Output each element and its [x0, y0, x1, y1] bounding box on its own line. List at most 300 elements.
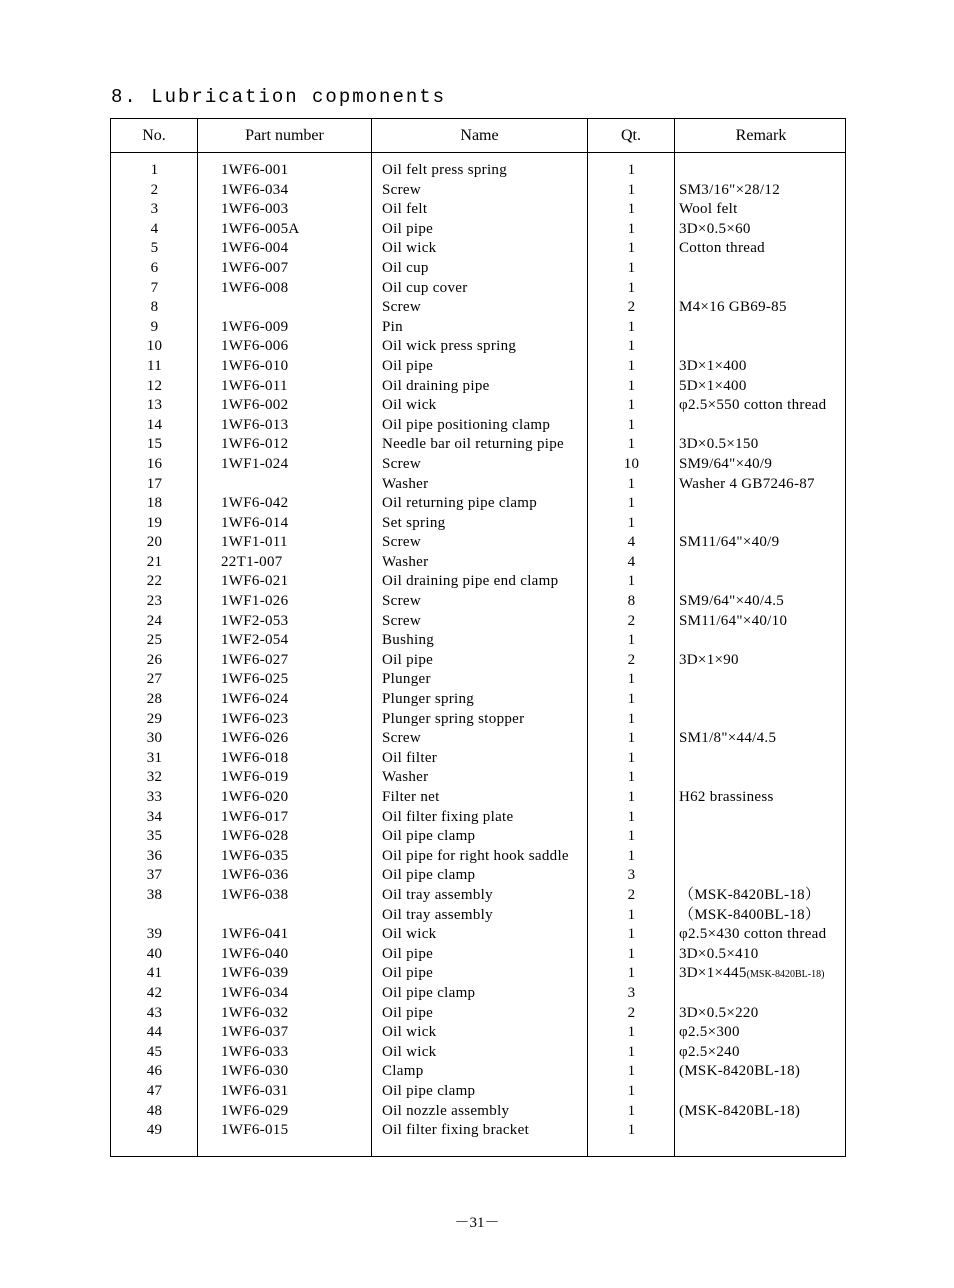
part-name: Oil filter fixing bracket: [382, 1122, 530, 1139]
remark: [679, 749, 849, 769]
table-row: [111, 337, 847, 357]
part-number: 1WF6-015: [221, 1122, 289, 1139]
quantity: 3: [627, 984, 636, 1001]
row-number: 37: [146, 867, 163, 884]
table-row: [111, 416, 847, 436]
part-number: 1WF6-034: [221, 181, 289, 198]
row-number: 38: [146, 886, 163, 903]
quantity: 1: [627, 181, 636, 198]
table-row: [111, 749, 847, 769]
row-number: 27: [146, 671, 163, 688]
remark: SM11/64"×40/9: [679, 534, 780, 551]
table-row: [111, 788, 847, 808]
row-number: 20: [146, 534, 163, 551]
remark: [679, 827, 849, 847]
quantity: 1: [627, 789, 636, 805]
row-number: 19: [146, 514, 163, 531]
part-name: Oil cup: [382, 259, 429, 276]
part-number: 1WF6-034: [221, 984, 289, 1001]
part-number: 22T1-007: [221, 553, 283, 570]
row-number: 6: [150, 259, 159, 276]
quantity: 4: [627, 534, 636, 551]
part-name: Screw: [382, 593, 421, 610]
row-number: 10: [146, 338, 163, 355]
remark: M4×16 GB69-85: [679, 299, 787, 316]
remark-main: 3D×1×445: [679, 965, 747, 982]
part-number: 1WF6-038: [221, 886, 289, 903]
part-name: Oil pipe: [382, 357, 434, 374]
row-number: 9: [150, 318, 159, 335]
quantity: 10: [623, 455, 640, 472]
quantity: 1: [627, 259, 636, 276]
part-number: 1WF6-010: [221, 357, 289, 374]
part-name: Oil pipe: [382, 220, 434, 237]
part-name: Oil wick: [382, 240, 437, 257]
remark: [679, 631, 849, 651]
header-remark: Remark: [735, 127, 787, 144]
table-row: [111, 1062, 847, 1082]
quantity: 1: [627, 691, 636, 708]
quantity: 1: [627, 220, 636, 237]
quantity: 1: [627, 514, 636, 531]
remark: 3D×0.5×60: [679, 220, 751, 237]
header-divider: [111, 152, 845, 153]
remark: (MSK-8420BL-18): [679, 1102, 801, 1119]
part-number: [221, 906, 371, 926]
part-number: 1WF6-035: [221, 847, 289, 864]
part-name: Oil cup cover: [382, 279, 468, 296]
part-name: Screw: [382, 730, 421, 747]
remark: (MSK-8420BL-18): [679, 1063, 801, 1080]
part-name: Oil felt press spring: [382, 162, 508, 178]
row-number: 35: [146, 828, 163, 845]
part-number: 1WF6-011: [221, 377, 288, 394]
remark: [679, 337, 849, 357]
part-number: 1WF6-019: [221, 769, 289, 786]
table-row: [111, 494, 847, 514]
remark: SM9/64"×40/9: [679, 455, 773, 472]
row-number: 36: [146, 847, 163, 864]
row-number: 7: [150, 279, 159, 296]
table-row: [111, 592, 847, 612]
remark: SM3/16"×28/12: [679, 181, 780, 198]
table-row: [111, 572, 847, 592]
part-name: Oil pipe: [382, 1004, 434, 1021]
quantity: 2: [627, 886, 636, 903]
quantity: 1: [627, 495, 636, 512]
part-name: Set spring: [382, 514, 446, 531]
table-row: [111, 964, 847, 984]
row-number: 31: [146, 749, 163, 766]
part-number: 1WF6-039: [221, 965, 289, 982]
part-name: Oil returning pipe clamp: [382, 495, 538, 512]
quantity: 1: [627, 240, 636, 257]
quantity: 2: [627, 612, 636, 629]
part-number: 1WF6-007: [221, 259, 289, 276]
remark: [679, 318, 849, 338]
part-name: Oil pipe clamp: [382, 1082, 476, 1099]
remark: （MSK-8400BL-18）: [679, 906, 821, 923]
remark: [679, 847, 849, 867]
quantity: 1: [627, 808, 636, 825]
part-number: 1WF6-021: [221, 573, 289, 590]
part-name: Plunger spring: [382, 691, 475, 708]
part-number: 1WF6-037: [221, 1024, 289, 1041]
part-number: 1WF6-042: [221, 495, 289, 512]
part-number: 1WF6-012: [221, 436, 289, 453]
remark: 3D×1×400: [679, 357, 747, 374]
part-name: Washer: [382, 475, 429, 492]
quantity: 1: [627, 632, 636, 649]
part-number: 1WF6-029: [221, 1102, 289, 1119]
part-number: 1WF6-001: [221, 162, 289, 178]
remark: [679, 572, 849, 592]
row-number: 22: [146, 573, 163, 590]
table-row: [111, 533, 847, 553]
part-number: 1WF6-036: [221, 867, 289, 884]
remark: [679, 1082, 849, 1102]
header-no: No.: [142, 127, 166, 144]
part-name: Plunger spring stopper: [382, 710, 525, 727]
row-number: 13: [146, 397, 163, 414]
part-name: Screw: [382, 534, 421, 551]
row-number: 32: [146, 769, 163, 786]
table-row: [111, 1023, 847, 1043]
part-number: 1WF6-013: [221, 416, 289, 433]
remark: （MSK-8420BL-18）: [679, 886, 821, 903]
part-name: Washer: [382, 553, 429, 570]
part-number: 1WF6-006: [221, 338, 289, 355]
remark: [679, 768, 849, 788]
part-name: Oil tray assembly: [382, 906, 493, 923]
row-number: 46: [146, 1063, 163, 1080]
part-name: Oil felt: [382, 201, 428, 218]
part-number: 1WF6-033: [221, 1043, 289, 1060]
header-name: Name: [460, 127, 499, 144]
remark: Cotton thread: [679, 240, 765, 257]
part-number: 1WF6-031: [221, 1082, 289, 1099]
part-name: Oil wick: [382, 926, 437, 943]
row-number: 12: [146, 377, 163, 394]
row-number: 14: [146, 416, 163, 433]
quantity: 1: [627, 965, 636, 982]
quantity: 1: [627, 1122, 636, 1139]
part-number: 1WF6-008: [221, 279, 289, 296]
part-number: 1WF6-014: [221, 514, 289, 531]
table-row: [111, 200, 847, 220]
part-number: 1WF6-023: [221, 710, 289, 727]
part-name: Oil wick: [382, 1024, 437, 1041]
remark: [679, 808, 849, 828]
quantity: 1: [627, 279, 636, 296]
part-name: Screw: [382, 181, 421, 198]
table-row: [111, 1043, 847, 1063]
table-row: [111, 1121, 847, 1141]
remark: Wool felt: [679, 201, 738, 218]
remark: 3D×1×90: [679, 651, 739, 668]
table-row: [111, 377, 847, 397]
remark: [679, 710, 849, 730]
part-number: 1WF1-011: [221, 534, 288, 551]
part-number: 1WF2-054: [221, 632, 289, 649]
remark: 3D×0.5×410: [679, 945, 759, 962]
remark: [679, 866, 849, 886]
part-name: Oil filter: [382, 749, 438, 766]
quantity: 1: [627, 1063, 636, 1080]
part-name: Oil pipe: [382, 945, 434, 962]
table-row: [111, 925, 847, 945]
remark: H62 brassiness: [679, 789, 774, 805]
row-number: 26: [146, 651, 163, 668]
table-row: [111, 612, 847, 632]
part-name: Oil pipe clamp: [382, 984, 476, 1001]
remark: φ2.5×240: [679, 1043, 740, 1060]
header-part-number: Part number: [245, 127, 324, 144]
table-row: [111, 729, 847, 749]
part-number: 1WF6-030: [221, 1063, 289, 1080]
row-number: 24: [146, 612, 163, 629]
table-row: [111, 808, 847, 828]
parts-table: [110, 118, 846, 1157]
table-row: [111, 1102, 847, 1122]
row-number: 45: [146, 1043, 163, 1060]
part-name: Screw: [382, 455, 421, 472]
part-name: Screw: [382, 299, 421, 316]
row-number: 3: [150, 201, 159, 218]
part-name: Oil pipe: [382, 965, 434, 982]
table-row: [111, 318, 847, 338]
table-row: [111, 357, 847, 377]
row-number: 17: [146, 475, 163, 492]
part-name: Bushing: [382, 632, 435, 649]
part-number: 1WF1-024: [221, 455, 289, 472]
remark: φ2.5×300: [679, 1024, 740, 1041]
table-row: [111, 827, 847, 847]
part-name: Oil nozzle assembly: [382, 1102, 510, 1119]
quantity: 1: [627, 318, 636, 335]
remark: [679, 964, 849, 984]
table-row: [111, 161, 847, 181]
remark: 3D×0.5×220: [679, 1004, 759, 1021]
table-row: [111, 279, 847, 299]
table-row: [111, 259, 847, 279]
table-row: [111, 945, 847, 965]
row-number: 49: [146, 1122, 163, 1139]
table-row: [111, 220, 847, 240]
quantity: 1: [627, 749, 636, 766]
table-row: [111, 984, 847, 1004]
quantity: 1: [627, 769, 636, 786]
table-row: [111, 298, 847, 318]
part-name: Plunger: [382, 671, 431, 688]
quantity: 3: [627, 867, 636, 884]
quantity: 1: [627, 906, 636, 923]
part-name: Filter net: [382, 789, 440, 805]
part-number: 1WF1-026: [221, 593, 289, 610]
part-number: [221, 298, 371, 318]
table-row: [111, 514, 847, 534]
table-row: [111, 396, 847, 416]
remark: [679, 984, 849, 1004]
remark: [679, 279, 849, 299]
quantity: 4: [627, 553, 636, 570]
quantity: 1: [627, 377, 636, 394]
part-name: Oil wick: [382, 397, 437, 414]
row-number: 33: [146, 789, 163, 805]
table-row: [111, 906, 847, 926]
remark: [679, 416, 849, 436]
table-row: [111, 435, 847, 455]
quantity: 2: [627, 1004, 636, 1021]
part-name: Oil draining pipe: [382, 377, 490, 394]
part-number: 1WF6-027: [221, 651, 289, 668]
table-row: [111, 181, 847, 201]
quantity: 2: [627, 299, 636, 316]
remark: SM9/64"×40/4.5: [679, 593, 785, 610]
part-name: Screw: [382, 612, 421, 629]
row-number: 44: [146, 1024, 163, 1041]
part-number: 1WF2-053: [221, 612, 289, 629]
part-name: Pin: [382, 318, 403, 335]
row-number: 43: [146, 1004, 163, 1021]
page-number: －31－: [454, 1215, 500, 1231]
page-title: 8. Lubrication copmonents: [111, 86, 447, 108]
quantity: 8: [627, 593, 636, 610]
part-number: 1WF6-025: [221, 671, 289, 688]
part-number: 1WF6-009: [221, 318, 289, 335]
part-name: Oil tray assembly: [382, 886, 493, 903]
part-number: 1WF6-017: [221, 808, 289, 825]
part-name: Clamp: [382, 1063, 424, 1080]
row-number: 1: [150, 162, 159, 178]
part-number: 1WF6-040: [221, 945, 289, 962]
remark: [679, 514, 849, 534]
quantity: 1: [627, 1024, 636, 1041]
quantity: 1: [627, 357, 636, 374]
remark: [679, 670, 849, 690]
part-number: [221, 475, 371, 495]
row-number: 21: [146, 553, 163, 570]
table-row: [111, 1004, 847, 1024]
part-number: 1WF6-020: [221, 789, 289, 805]
remark: [679, 161, 849, 181]
remark: [679, 553, 849, 573]
part-number: 1WF6-024: [221, 691, 289, 708]
quantity: 1: [627, 926, 636, 943]
table-row: [111, 886, 847, 906]
header-qt: Qt.: [621, 127, 641, 144]
quantity: 1: [627, 945, 636, 962]
part-number: 1WF6-041: [221, 926, 289, 943]
quantity: 1: [627, 710, 636, 727]
quantity: 1: [627, 573, 636, 590]
remark-note: (MSK-8420BL-18): [746, 969, 825, 981]
table-row: [111, 768, 847, 788]
remark: [679, 494, 849, 514]
row-number: 5: [150, 240, 159, 257]
remark: [679, 259, 849, 279]
quantity: 1: [627, 475, 636, 492]
table-row: [111, 670, 847, 690]
remark: Washer 4 GB7246-87: [679, 475, 815, 492]
part-number: 1WF6-018: [221, 749, 289, 766]
row-number: 4: [150, 220, 159, 237]
part-name: Oil pipe positioning clamp: [382, 416, 551, 433]
part-number: 1WF6-003: [221, 201, 289, 218]
row-number: 16: [146, 455, 163, 472]
part-name: Oil wick: [382, 1043, 437, 1060]
remark: SM1/8"×44/4.5: [679, 730, 777, 747]
row-number: 47: [146, 1082, 163, 1099]
quantity: 1: [627, 201, 636, 218]
table-row: [111, 455, 847, 475]
row-number: 25: [146, 632, 163, 649]
row-number: 15: [146, 436, 163, 453]
row-number: [111, 906, 198, 926]
table-row: [111, 710, 847, 730]
table-row: [111, 1082, 847, 1102]
row-number: 23: [146, 593, 163, 610]
row-number: 2: [150, 181, 159, 198]
table-row: [111, 651, 847, 671]
table-row: [111, 475, 847, 495]
row-number: 42: [146, 984, 163, 1001]
part-number: 1WF6-032: [221, 1004, 289, 1021]
row-number: 28: [146, 691, 163, 708]
part-name: Oil filter fixing plate: [382, 808, 514, 825]
quantity: 1: [627, 338, 636, 355]
quantity: 1: [627, 847, 636, 864]
row-number: 34: [146, 808, 163, 825]
part-name: Oil pipe for right hook saddle: [382, 847, 569, 864]
part-number: 1WF6-028: [221, 828, 289, 845]
row-number: 39: [146, 926, 163, 943]
row-number: 48: [146, 1102, 163, 1119]
quantity: 1: [627, 1102, 636, 1119]
row-number: 11: [146, 357, 163, 374]
row-number: 41: [146, 965, 163, 982]
row-number: 40: [146, 945, 163, 962]
row-number: 30: [146, 730, 163, 747]
quantity: 1: [627, 828, 636, 845]
quantity: 2: [627, 651, 636, 668]
quantity: 1: [627, 730, 636, 747]
quantity: 1: [627, 436, 636, 453]
table-row: [111, 847, 847, 867]
table-row: [111, 631, 847, 651]
quantity: 1: [627, 162, 636, 178]
quantity: 1: [627, 397, 636, 414]
part-name: Needle bar oil returning pipe: [382, 436, 564, 453]
remark: 3D×0.5×150: [679, 436, 759, 453]
part-name: Oil pipe clamp: [382, 867, 476, 884]
part-name: Oil pipe clamp: [382, 828, 476, 845]
row-number: 29: [146, 710, 163, 727]
table-row: [111, 690, 847, 710]
part-number: 1WF6-004: [221, 240, 289, 257]
quantity: 1: [627, 1082, 636, 1099]
remark: SM11/64"×40/10: [679, 612, 788, 629]
table-row: [111, 553, 847, 573]
part-name: Oil wick press spring: [382, 338, 517, 355]
quantity: 1: [627, 1043, 636, 1060]
part-number: 1WF6-005A: [221, 220, 300, 237]
part-name: Oil pipe: [382, 651, 434, 668]
remark: φ2.5×430 cotton thread: [679, 926, 827, 943]
part-name: Washer: [382, 769, 429, 786]
remark: φ2.5×550 cotton thread: [679, 397, 827, 414]
table-row: [111, 866, 847, 886]
